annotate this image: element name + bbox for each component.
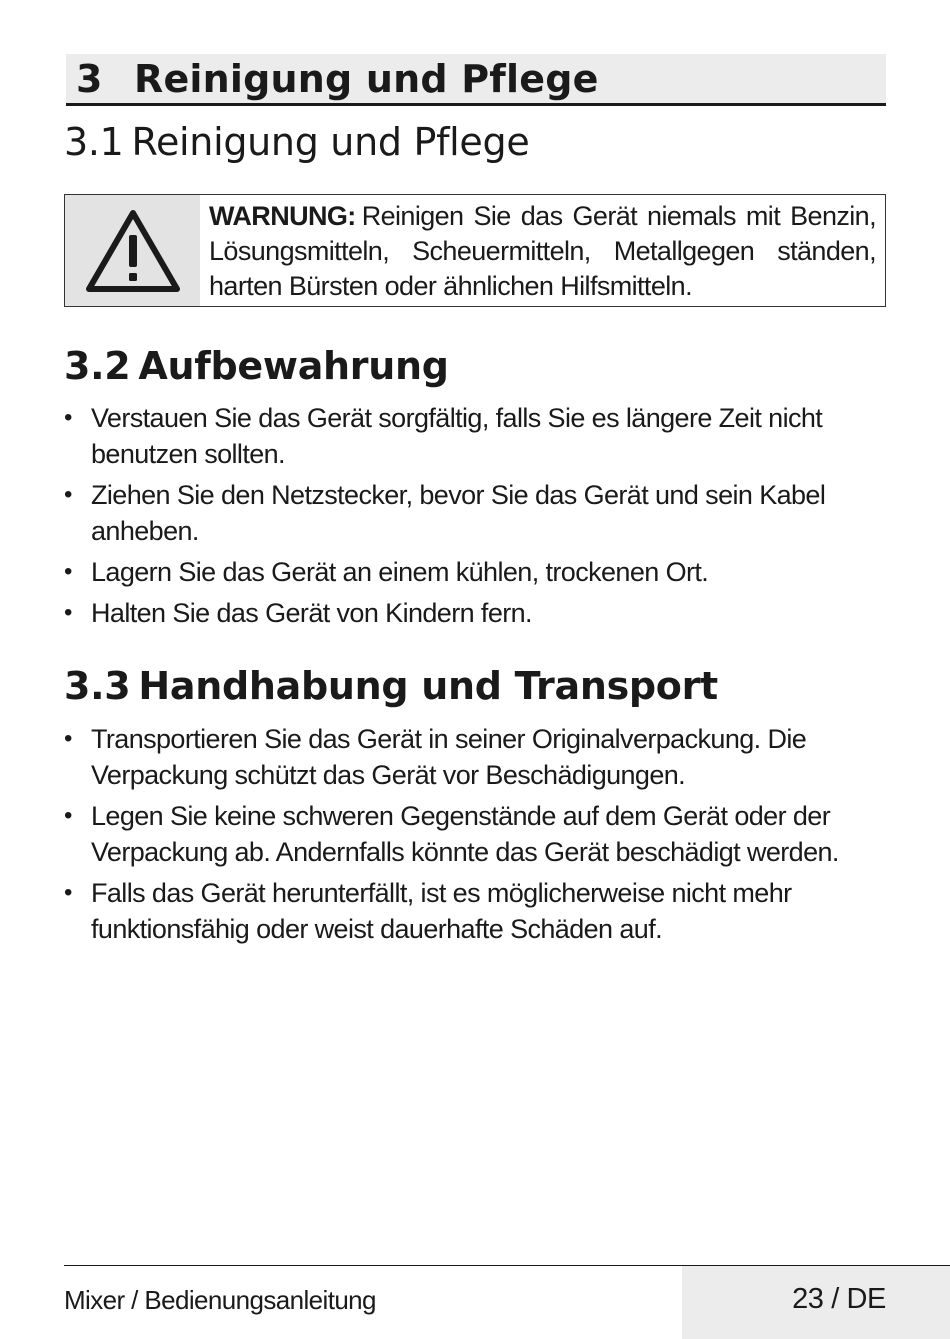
list-item [64, 477, 886, 549]
list-item [64, 554, 886, 590]
section-heading-3-2 [64, 344, 449, 388]
bullet-icon: • [64, 599, 72, 626]
chapter-title: Reinigung und Pflege [134, 56, 599, 101]
storage-bullet-list [64, 400, 886, 636]
bullet-icon: • [64, 802, 72, 829]
section-title: Aufbewahrung [138, 344, 449, 388]
list-item-text: Falls das Gerät herunterfällt, ist es möglicherweise nicht mehr funktionsfähig oder weist dauerhafte Schäden auf. [91, 878, 792, 944]
section-heading-3-3 [64, 664, 718, 708]
section-heading-3-1 [64, 120, 529, 164]
list-item-text: Verstauen Sie das Gerät sorgfältig, falls Sie es längere Zeit nicht benutzen sollten. [91, 403, 823, 469]
section-title: Reinigung und Pflege [131, 120, 530, 164]
bullet-icon: • [64, 558, 72, 585]
warning-box [64, 194, 886, 307]
section-number: 3.1 [64, 120, 124, 164]
list-item [64, 798, 886, 870]
warning-icon-cell [65, 195, 200, 306]
warning-label: WARNUNG: [209, 201, 356, 231]
chapter-number: 3 [76, 56, 103, 101]
warning-message: Reinigen Sie das Gerät niemals mit Benzin, Lösungsmitteln, Scheuermitteln, Metallgegen ständen, harten Bürsten oder ähnlichen Hilfsmitteln. [209, 201, 876, 301]
section-title: Handhabung und Transport [138, 664, 718, 708]
chapter-header [66, 54, 886, 106]
list-item-text: Ziehen Sie den Netzstecker, bevor Sie das Gerät und sein Kabel anheben. [91, 480, 826, 546]
list-item [64, 595, 886, 631]
footer-document-title: Mixer / Bedienungsanleitung [64, 1285, 376, 1315]
transport-bullet-list [64, 721, 886, 952]
list-item [64, 400, 886, 472]
section-number: 3.3 [64, 664, 131, 708]
bullet-icon: • [64, 879, 72, 906]
section-number: 3.2 [64, 344, 131, 388]
list-item-text: Lagern Sie das Gerät an einem kühlen, trockenen Ort. [91, 557, 709, 587]
warning-triangle-icon [83, 207, 183, 295]
list-item-text: Transportieren Sie das Gerät in seiner Originalverpackung. Die Verpackung schützt das Gerät vor Beschädigungen. [91, 724, 807, 790]
list-item-text: Legen Sie keine schweren Gegenstände auf dem Gerät oder der Verpackung ab. Andernfalls könnte das Gerät beschädigt werden. [91, 801, 839, 867]
warning-text-block [200, 195, 885, 306]
list-item-text: Halten Sie das Gerät von Kindern fern. [91, 598, 532, 628]
bullet-icon: • [64, 404, 72, 431]
list-item [64, 875, 886, 947]
footer-page-number: 23 / DE [792, 1283, 886, 1315]
bullet-icon: • [64, 481, 72, 508]
list-item [64, 721, 886, 793]
bullet-icon: • [64, 725, 72, 752]
